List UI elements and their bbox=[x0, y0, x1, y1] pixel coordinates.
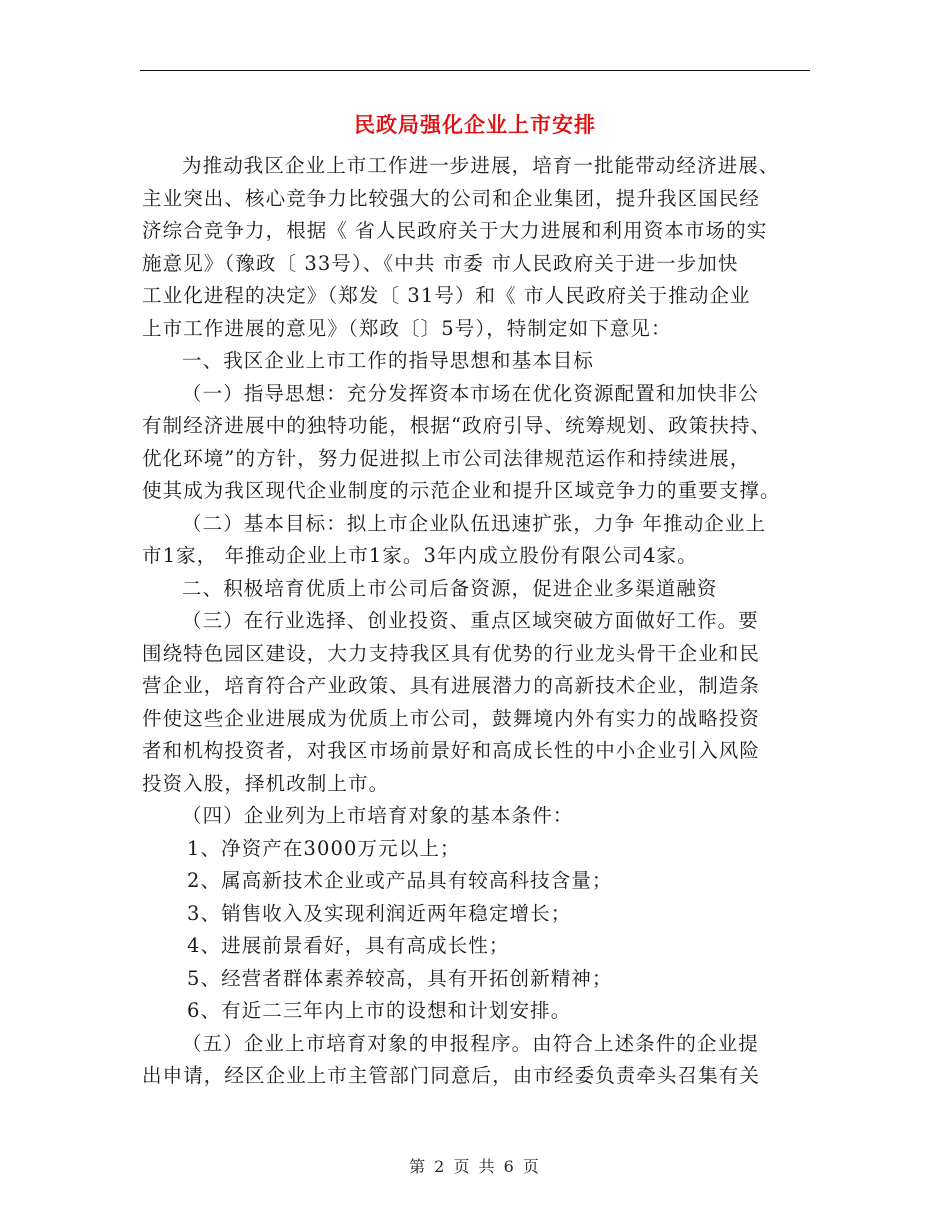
header-rule bbox=[140, 70, 810, 71]
list-item: 1、净资产在3000万元以上； bbox=[187, 836, 461, 860]
list-item: 2、属高新技术企业或产品具有较高科技含量； bbox=[187, 869, 613, 892]
body-line: 营企业，培育符合产业政策、具有进展潜力的高新技术企业，制造条 bbox=[142, 674, 761, 697]
body-line: 出申请，经区企业上市主管部门同意后，由市经委负责牵头召集有关 bbox=[142, 1064, 761, 1087]
list-item: 5、经营者群体素养较高，具有开拓创新精神； bbox=[187, 966, 613, 990]
body-line: 围绕特色园区建设，大力支持我区具有优势的行业龙头骨干企业和民 bbox=[142, 641, 761, 665]
body-line: 有制经济进展中的独特功能，根据“政府引导、统筹规划、政策扶持、 bbox=[142, 414, 772, 437]
section-heading: 二、积极培育优质上市公司后备资源，促进企业多渠道融资 bbox=[182, 576, 718, 600]
body-line: 主业突出、核心竞争力比较强大的公司和企业集团，提升我区国民经 bbox=[142, 186, 761, 210]
body-line: 者和机构投资者，对我区市场前景好和高成长性的中小企业引入风险 bbox=[142, 739, 761, 762]
body-line: （四）企业列为上市培育对象的基本条件： bbox=[182, 804, 574, 827]
body-line: 优化环境”的方针，努力促进拟上市公司法律规范运作和持续进展， bbox=[142, 446, 751, 470]
document-title: 民政局强化企业上市安排 bbox=[354, 112, 596, 137]
list-item: 3、销售收入及实现利润近两年稳定增长； bbox=[187, 901, 572, 925]
body-line: 上市工作进展的意见》（郑政〔〕5号），特制定如下意见： bbox=[142, 316, 672, 340]
page-footer: 第 2 页 共 6 页 bbox=[409, 1157, 541, 1176]
list-item: 4、进展前景看好，具有高成长性； bbox=[187, 934, 510, 957]
body-line: （三）在行业选择、创业投资、重点区域突破方面做好工作。要 bbox=[182, 609, 759, 632]
body-line: 件使这些企业进展成为优质上市公司，鼓舞境内外有实力的战略投资 bbox=[142, 706, 761, 730]
body-line: 使其成为我区现代企业制度的示范企业和提升区域竞争力的重要支撑。 bbox=[142, 479, 781, 502]
body-line: （五）企业上市培育对象的申报程序。由符合上述条件的企业提 bbox=[182, 1031, 759, 1055]
body-line: 施意见》（豫政〔 33号）、《中共 市委 市人民政府关于进一步加快 bbox=[142, 251, 739, 275]
body-line: 为推动我区企业上市工作进一步进展，培育一批能带动经济进展、 bbox=[182, 154, 780, 177]
body-line: 济综合竞争力，根据《 省人民政府关于大力进展和利用资本市场的实 bbox=[142, 219, 768, 242]
document-body bbox=[142, 150, 810, 1093]
body-line: 投资入股，择机改制上市。 bbox=[142, 771, 390, 795]
body-line: 工业化进程的决定》（郑发〔 31号）和《 市人民政府关于推动企业 bbox=[142, 284, 751, 307]
body-line: （一）指导思想：充分发挥资本市场在优化资源配置和加快非公 bbox=[182, 381, 759, 405]
body-line: （二）基本目标：拟上市企业队伍迅速扩张，力争 年推动企业上 bbox=[182, 511, 767, 535]
list-item: 6、有近二三年内上市的设想和计划安排。 bbox=[187, 999, 572, 1022]
section-heading: 一、我区企业上市工作的指导思想和基本目标 bbox=[182, 349, 595, 372]
body-line: 市1家， 年推动企业上市1家。3年内成立股份有限公司4家。 bbox=[142, 544, 698, 567]
